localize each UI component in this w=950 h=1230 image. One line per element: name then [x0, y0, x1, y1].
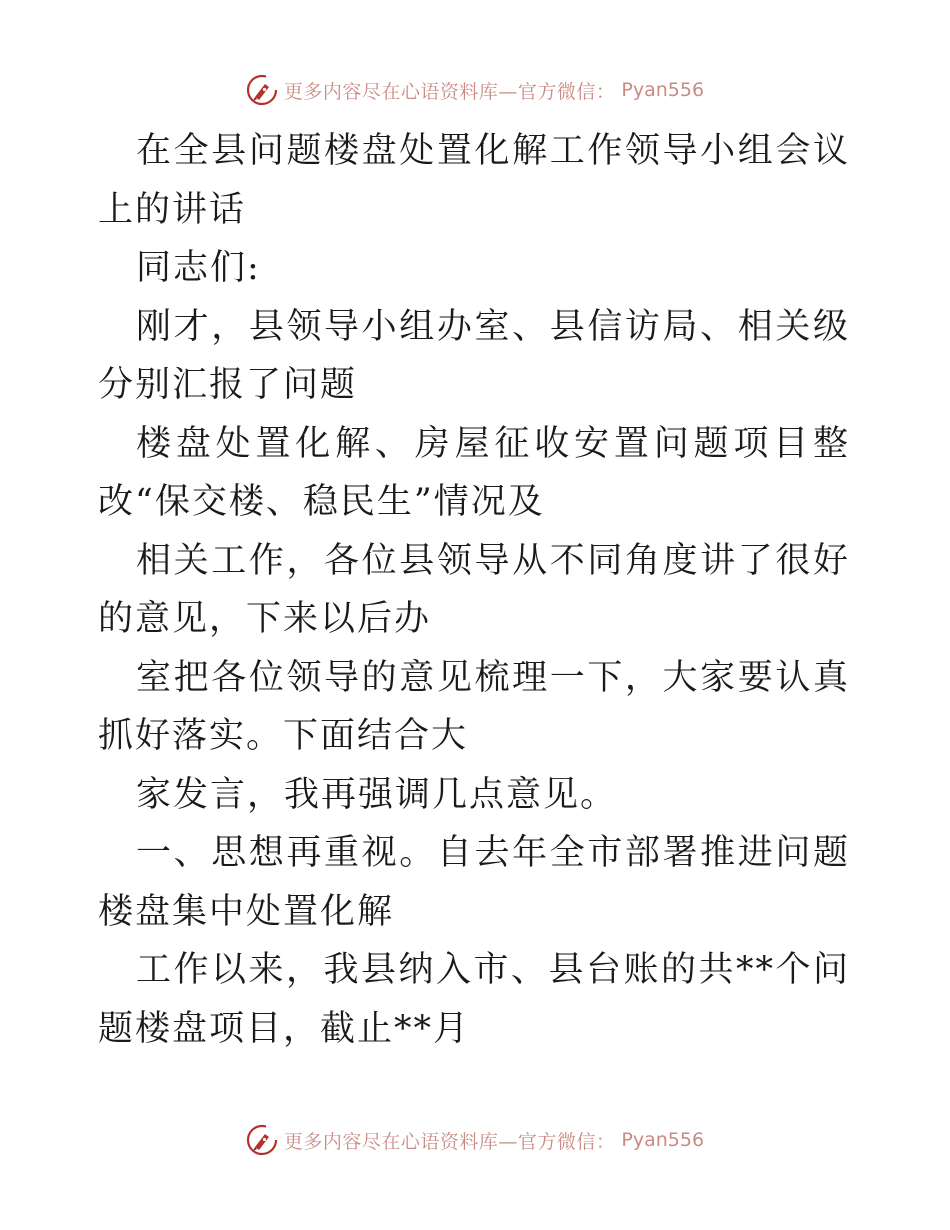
- body-paragraph: 楼盘处置化解、房屋征收安置问题项目整改“保交楼、稳民生”情况及: [98, 423, 850, 522]
- pen-nib-circle-icon: [246, 74, 278, 106]
- header-watermark: [0, 72, 950, 108]
- document-body: [98, 122, 850, 1058]
- watermark-wechat-id: Pyan556: [621, 79, 705, 101]
- body-paragraph: 家发言，我再强调几点意见。: [136, 774, 618, 815]
- watermark-text: 更多内容尽在心语资料库—官方微信：: [283, 80, 616, 103]
- watermark-wechat-id: Pyan556: [621, 1129, 705, 1151]
- body-paragraph: 刚才，县领导小组办室、县信访局、相关级分别汇报了问题: [98, 306, 850, 405]
- pen-nib-circle-icon: [246, 1124, 278, 1156]
- body-paragraph: 相关工作，各位县领导从不同角度讲了很好的意见，下来以后办: [98, 540, 850, 639]
- body-paragraph: 工作以来，我县纳入市、县台账的共**个问题楼盘项目，截止**月: [98, 950, 850, 1049]
- section-heading-paragraph: 一、思想再重视。自去年全市部署推进问题楼盘集中处置化解: [98, 833, 850, 932]
- footer-watermark: [0, 1122, 950, 1158]
- salutation: 同志们:: [136, 248, 261, 288]
- watermark-text: 更多内容尽在心语资料库—官方微信：: [283, 1130, 616, 1153]
- speech-title: 在全县问题楼盘处置化解工作领导小组会议上的讲话: [98, 131, 850, 230]
- body-paragraph: 室把各位领导的意见梳理一下，大家要认真抓好落实。下面结合大: [98, 657, 850, 756]
